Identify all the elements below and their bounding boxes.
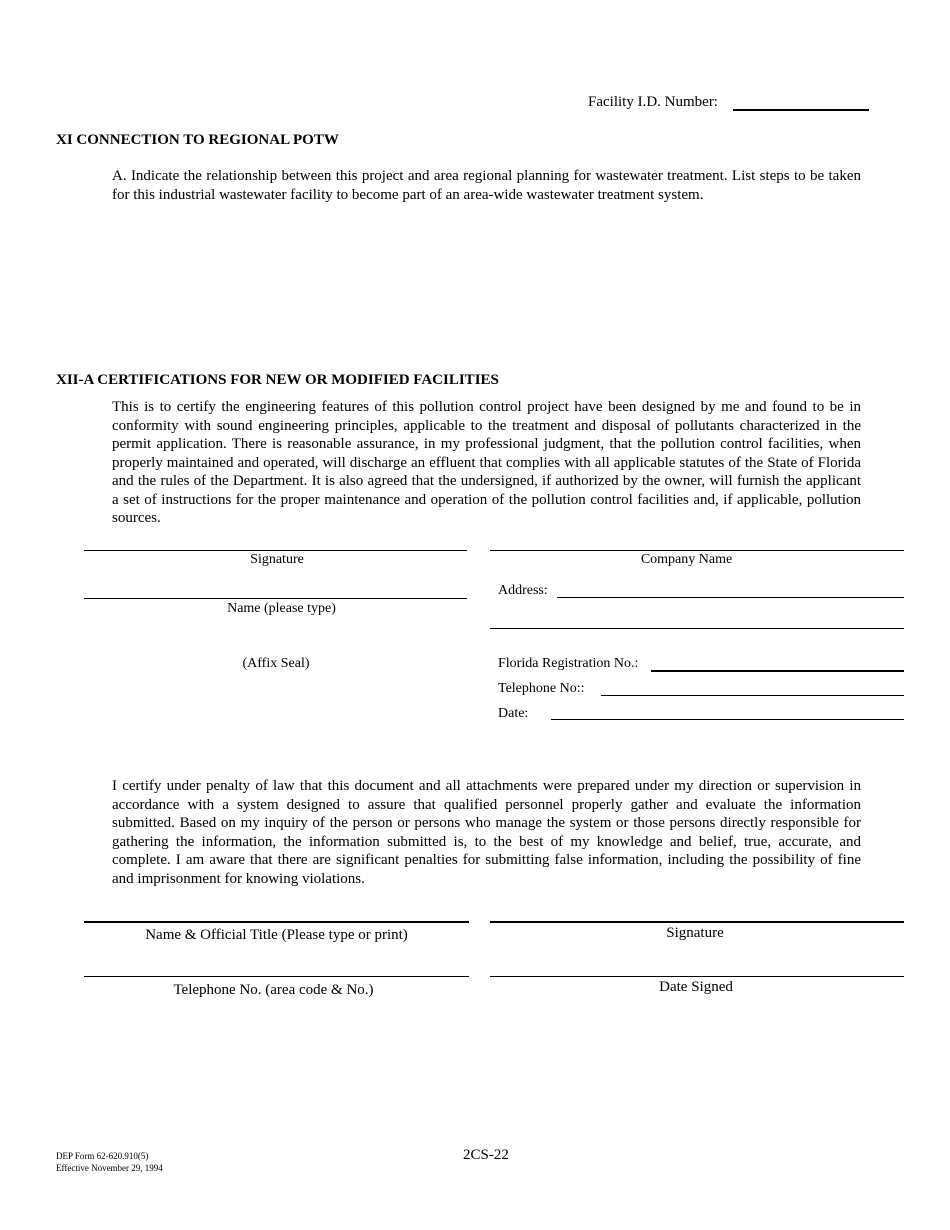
section-xii-a-paragraph: This is to certify the engineering features of this pollution control project have been designed by me and found to be in conformity with sound engineering principles, applicable to the treatment and disposal of pollutants characterized in the permit application. There is reasonable assurance, in my professional judgment, that the pollution control facilities, when properly maintained and operated, will discharge an effluent that complies with all applicable statutes of the State of Florida and the rules of the Department. It is also agreed that the undersigned, if authorized by the owner, will furnish the applicant a set of instructions for the proper maintenance and operation of the pollution control facilities and, if applicable, pollution sources.	[112, 399, 861, 526]
facility-id-label: Facility I.D. Number:	[588, 94, 718, 110]
affix-seal-label: (Affix Seal)	[242, 656, 310, 671]
certifier-telephone-label: Telephone No. (area code & No.)	[173, 982, 374, 998]
registration-field[interactable]	[651, 670, 904, 672]
section-xii-a-title: XII-A CERTIFICATIONS FOR NEW OR MODIFIED FACILITIES	[56, 372, 499, 388]
section-xi-item-a: A. Indicate the relationship between this project and area regional planning for wastewater treatment. List steps to be taken for this industrial wastewater facility to become part of an area-wide wastewater treatment system.	[112, 168, 861, 203]
company-name-label: Company Name	[640, 552, 733, 567]
address-line-1[interactable]	[557, 597, 904, 598]
form-number: DEP Form 62-620.910(5)	[56, 1151, 149, 1161]
engineer-date-label: Date:	[498, 706, 529, 721]
engineer-date-field[interactable]	[551, 719, 904, 720]
engineer-signature-label: Signature	[250, 552, 304, 567]
facility-id-field[interactable]	[733, 109, 869, 111]
page-number: 2CS-22	[463, 1147, 509, 1163]
certifier-signature-line[interactable]	[490, 921, 904, 923]
certification-paragraph: I certify under penalty of law that this document and all attachments were prepared under my direction or supervision in accordance with a system designed to assure that qualified personnel properly gather and evaluate the information submitted. Based on my inquiry of the person or persons who manage the system or those persons directly responsible for gathering the information, the information submitted is, to the best of my knowledge and belief, true, accurate, and complete. I am aware that there are significant penalties for submitting false information, including the possibility of fine and imprisonment for knowing violations.	[112, 778, 861, 887]
address-line-2[interactable]	[490, 628, 904, 629]
engineer-telephone-label: Telephone No::	[498, 681, 585, 696]
date-signed-label: Date Signed	[659, 979, 733, 995]
engineer-name-line[interactable]	[84, 598, 467, 599]
certifier-telephone-line[interactable]	[84, 976, 469, 977]
address-label: Address:	[498, 583, 548, 598]
section-xi-title: XI CONNECTION TO REGIONAL POTW	[56, 132, 339, 148]
name-title-line[interactable]	[84, 921, 469, 923]
engineer-name-label: Name (please type)	[227, 601, 336, 616]
engineer-telephone-field[interactable]	[601, 695, 904, 696]
certifier-signature-label: Signature	[666, 925, 724, 941]
name-title-label: Name & Official Title (Please type or print)	[145, 927, 408, 943]
date-signed-line[interactable]	[490, 976, 904, 977]
effective-date: Effective November 29, 1994	[56, 1163, 163, 1173]
registration-label: Florida Registration No.:	[498, 656, 639, 671]
section-xi-response-area[interactable]	[112, 210, 861, 360]
